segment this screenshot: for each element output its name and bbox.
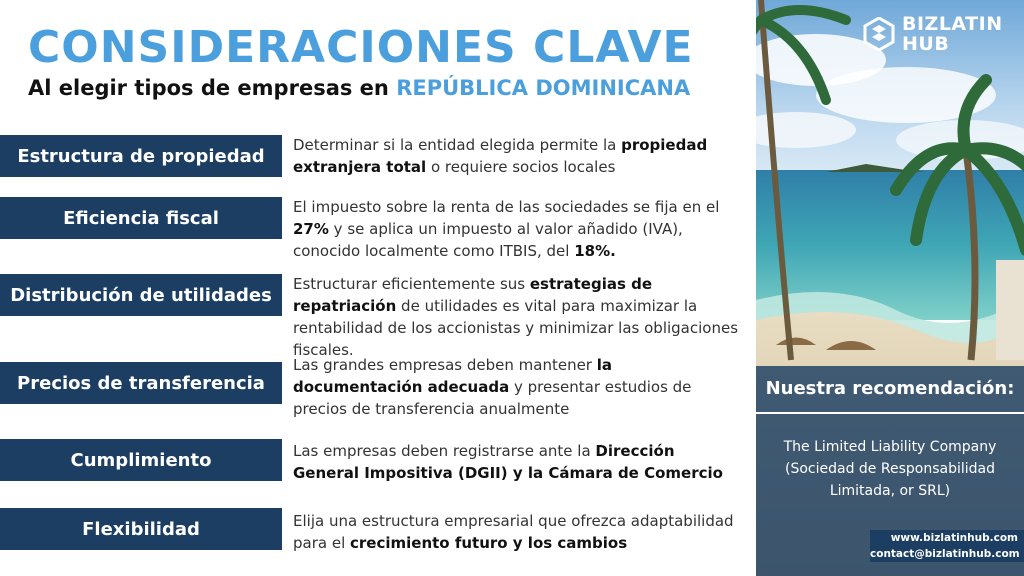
- contact-box: [870, 530, 1024, 562]
- row-label-precios: Precios de transferencia: [0, 362, 282, 404]
- recommendation-divider: [756, 412, 1024, 414]
- row-text-precios: [293, 354, 745, 420]
- row-text-estructura: [293, 134, 745, 178]
- row-text-cumplimiento: [293, 440, 745, 484]
- subtitle-prefix: Al elegir tipos de empresas en: [28, 76, 397, 100]
- row-text-flexibilidad: [293, 510, 745, 554]
- row-text-segment: Estructurar eficientemente sus: [293, 275, 530, 293]
- row-label-cumplimiento: Cumplimiento: [0, 439, 282, 481]
- recommendation-title: Nuestra recomendación:: [765, 378, 1015, 399]
- row-text-emphasis: propiedad extranjera total: [293, 136, 708, 176]
- row-text-segment: y presentar estudios de precios de transferencia anualmente: [293, 378, 692, 418]
- row-text-emphasis: estrategias de repatriación: [293, 275, 653, 315]
- row-text-segment: El impuesto sobre la renta de las sociedades se fija en el: [293, 198, 720, 216]
- email-link[interactable]: contact@bizlatinhub.com: [870, 548, 1020, 560]
- row-text-emphasis: 18%.: [574, 242, 616, 260]
- website-link[interactable]: www.bizlatinhub.com: [890, 532, 1018, 544]
- logo-line-1: BIZLATIN: [902, 13, 1003, 35]
- row-label-distribucion: Distribución de utilidades: [0, 274, 282, 316]
- row-text-segment: de utilidades es vital para maximizar la rentabilidad de los accionistas y minimizar las obligaciones fiscales.: [293, 297, 739, 359]
- row-text-emphasis: 27%: [293, 220, 329, 238]
- recommendation-body: The Limited Liability Company (Sociedad de Responsabilidad Limitada, or SRL): [783, 439, 997, 499]
- logo-wordmark: [902, 14, 1003, 54]
- page-subtitle: [28, 76, 690, 100]
- row-text-segment: Las grandes empresas deben mantener: [293, 356, 597, 374]
- row-label-flexibilidad: Flexibilidad: [0, 508, 282, 550]
- row-text-segment: Determinar si la entidad elegida permite la: [293, 136, 622, 154]
- row-text-emphasis: crecimiento futuro y los cambios: [350, 534, 628, 552]
- page-title: CONSIDERACIONES CLAVE: [28, 22, 694, 73]
- logo-line-2: HUB: [902, 33, 950, 55]
- row-label-eficiencia: Eficiencia fiscal: [0, 197, 282, 239]
- bizlatinhub-logo-icon: [862, 17, 896, 51]
- row-text-emphasis: la documentación adecuada: [293, 356, 613, 396]
- row-text-eficiencia: [293, 196, 745, 262]
- row-text-segment: o requiere socios locales: [426, 158, 616, 176]
- row-text-emphasis: Dirección General Impositiva (DGII) y la Cámara de Comercio: [293, 442, 723, 482]
- subtitle-country: REPÚBLICA DOMINICANA: [396, 76, 691, 100]
- row-text-segment: y se aplica un impuesto al valor añadido (IVA), conocido localmente como ITBIS, del: [293, 220, 683, 260]
- bizlatinhub-logo: [862, 14, 1003, 54]
- row-text-distribucion: [293, 273, 745, 361]
- row-text-segment: Las empresas deben registrarse ante la: [293, 442, 596, 460]
- row-text-segment: Elija una estructura empresarial que ofrezca adaptabilidad para el: [293, 512, 734, 552]
- row-label-estructura: Estructura de propiedad: [0, 135, 282, 177]
